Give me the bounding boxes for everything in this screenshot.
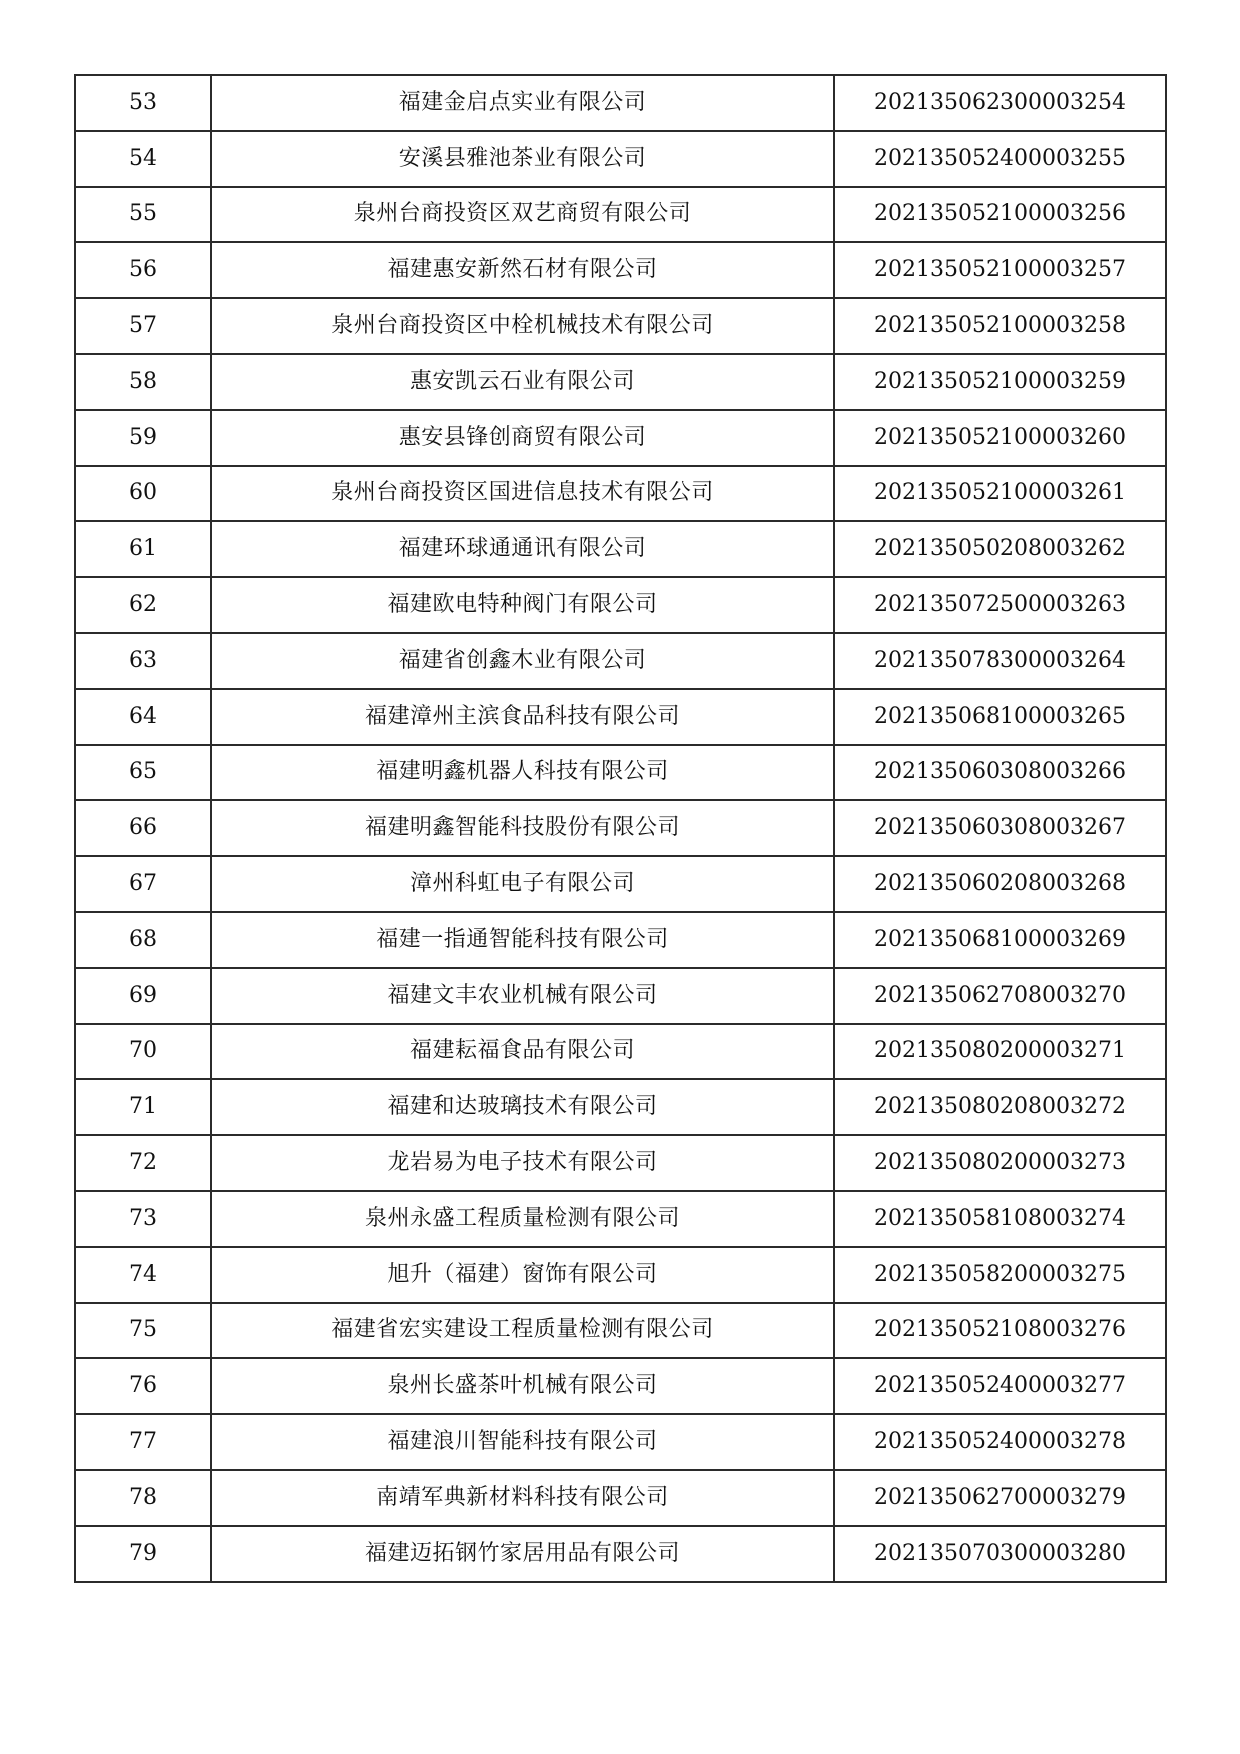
table-row bbox=[75, 633, 1166, 689]
table-row bbox=[75, 131, 1166, 187]
row-number-cell: 76 bbox=[75, 1358, 211, 1414]
table-row bbox=[75, 242, 1166, 298]
company-name-cell: 福建文丰农业机械有限公司 bbox=[211, 968, 834, 1024]
registration-code-cell: 202135072500003263 bbox=[834, 577, 1166, 633]
company-name-cell: 福建明鑫智能科技股份有限公司 bbox=[211, 800, 834, 856]
registration-code-cell: 202135052400003277 bbox=[834, 1358, 1166, 1414]
registration-code-cell: 202135062300003254 bbox=[834, 75, 1166, 131]
table-row bbox=[75, 912, 1166, 968]
company-name-cell: 漳州科虹电子有限公司 bbox=[211, 856, 834, 912]
table-row bbox=[75, 410, 1166, 466]
table-row bbox=[75, 1526, 1166, 1582]
registration-code-cell: 202135080208003272 bbox=[834, 1079, 1166, 1135]
company-name-cell: 福建环球通通讯有限公司 bbox=[211, 521, 834, 577]
registration-code-cell: 202135060208003268 bbox=[834, 856, 1166, 912]
registration-code-cell: 202135058108003274 bbox=[834, 1191, 1166, 1247]
table-row bbox=[75, 187, 1166, 243]
row-number-cell: 58 bbox=[75, 354, 211, 410]
registration-code-cell: 202135058200003275 bbox=[834, 1247, 1166, 1303]
registration-code-cell: 202135060308003266 bbox=[834, 745, 1166, 801]
row-number-cell: 66 bbox=[75, 800, 211, 856]
table-row bbox=[75, 856, 1166, 912]
table-row bbox=[75, 1247, 1166, 1303]
row-number-cell: 79 bbox=[75, 1526, 211, 1582]
row-number-cell: 75 bbox=[75, 1303, 211, 1359]
row-number-cell: 55 bbox=[75, 187, 211, 243]
company-name-cell: 福建省宏实建设工程质量检测有限公司 bbox=[211, 1303, 834, 1359]
company-name-cell: 福建欧电特种阀门有限公司 bbox=[211, 577, 834, 633]
company-name-cell: 惠安县锋创商贸有限公司 bbox=[211, 410, 834, 466]
registration-code-cell: 202135080200003271 bbox=[834, 1024, 1166, 1080]
company-name-cell: 福建迈拓钢竹家居用品有限公司 bbox=[211, 1526, 834, 1582]
row-number-cell: 74 bbox=[75, 1247, 211, 1303]
table-row bbox=[75, 466, 1166, 522]
row-number-cell: 53 bbox=[75, 75, 211, 131]
row-number-cell: 65 bbox=[75, 745, 211, 801]
row-number-cell: 59 bbox=[75, 410, 211, 466]
registration-code-cell: 202135052400003278 bbox=[834, 1414, 1166, 1470]
table-row bbox=[75, 1191, 1166, 1247]
registration-code-cell: 202135070300003280 bbox=[834, 1526, 1166, 1582]
registration-code-cell: 202135052100003259 bbox=[834, 354, 1166, 410]
table-row bbox=[75, 298, 1166, 354]
row-number-cell: 57 bbox=[75, 298, 211, 354]
table-row bbox=[75, 1358, 1166, 1414]
table-row bbox=[75, 1135, 1166, 1191]
table-row bbox=[75, 1303, 1166, 1359]
company-name-cell: 福建浪川智能科技有限公司 bbox=[211, 1414, 834, 1470]
table-row bbox=[75, 968, 1166, 1024]
company-name-cell: 泉州台商投资区中栓机械技术有限公司 bbox=[211, 298, 834, 354]
row-number-cell: 63 bbox=[75, 633, 211, 689]
registration-code-cell: 202135062700003279 bbox=[834, 1470, 1166, 1526]
company-name-cell: 福建明鑫机器人科技有限公司 bbox=[211, 745, 834, 801]
registration-code-cell: 202135052100003257 bbox=[834, 242, 1166, 298]
company-name-cell: 南靖军典新材料科技有限公司 bbox=[211, 1470, 834, 1526]
company-list-table bbox=[74, 74, 1167, 1583]
row-number-cell: 72 bbox=[75, 1135, 211, 1191]
registration-code-cell: 202135060308003267 bbox=[834, 800, 1166, 856]
table-row bbox=[75, 1414, 1166, 1470]
company-name-cell: 福建耘福食品有限公司 bbox=[211, 1024, 834, 1080]
registration-code-cell: 202135062708003270 bbox=[834, 968, 1166, 1024]
row-number-cell: 67 bbox=[75, 856, 211, 912]
company-name-cell: 福建省创鑫木业有限公司 bbox=[211, 633, 834, 689]
table-row bbox=[75, 354, 1166, 410]
company-name-cell: 福建和达玻璃技术有限公司 bbox=[211, 1079, 834, 1135]
company-name-cell: 福建金启点实业有限公司 bbox=[211, 75, 834, 131]
company-name-cell: 泉州永盛工程质量检测有限公司 bbox=[211, 1191, 834, 1247]
table-row bbox=[75, 800, 1166, 856]
registration-code-cell: 202135052400003255 bbox=[834, 131, 1166, 187]
table-row bbox=[75, 1024, 1166, 1080]
company-name-cell: 安溪县雅池茶业有限公司 bbox=[211, 131, 834, 187]
table-row bbox=[75, 1470, 1166, 1526]
company-name-cell: 龙岩易为电子技术有限公司 bbox=[211, 1135, 834, 1191]
table-row bbox=[75, 745, 1166, 801]
table-row bbox=[75, 75, 1166, 131]
company-name-cell: 福建惠安新然石材有限公司 bbox=[211, 242, 834, 298]
company-name-cell: 福建漳州主滨食品科技有限公司 bbox=[211, 689, 834, 745]
row-number-cell: 68 bbox=[75, 912, 211, 968]
table-row bbox=[75, 577, 1166, 633]
company-name-cell: 泉州长盛茶叶机械有限公司 bbox=[211, 1358, 834, 1414]
registration-code-cell: 202135068100003269 bbox=[834, 912, 1166, 968]
row-number-cell: 70 bbox=[75, 1024, 211, 1080]
row-number-cell: 60 bbox=[75, 466, 211, 522]
registration-code-cell: 202135052100003258 bbox=[834, 298, 1166, 354]
table-row bbox=[75, 689, 1166, 745]
row-number-cell: 73 bbox=[75, 1191, 211, 1247]
registration-code-cell: 202135052108003276 bbox=[834, 1303, 1166, 1359]
table-body bbox=[75, 75, 1166, 1582]
company-name-cell: 福建一指通智能科技有限公司 bbox=[211, 912, 834, 968]
company-name-cell: 泉州台商投资区国进信息技术有限公司 bbox=[211, 466, 834, 522]
registration-code-cell: 202135068100003265 bbox=[834, 689, 1166, 745]
company-name-cell: 泉州台商投资区双艺商贸有限公司 bbox=[211, 187, 834, 243]
row-number-cell: 69 bbox=[75, 968, 211, 1024]
row-number-cell: 64 bbox=[75, 689, 211, 745]
company-name-cell: 惠安凯云石业有限公司 bbox=[211, 354, 834, 410]
row-number-cell: 61 bbox=[75, 521, 211, 577]
table-row bbox=[75, 1079, 1166, 1135]
registration-code-cell: 202135052100003260 bbox=[834, 410, 1166, 466]
registration-code-cell: 202135052100003256 bbox=[834, 187, 1166, 243]
registration-code-cell: 202135078300003264 bbox=[834, 633, 1166, 689]
row-number-cell: 71 bbox=[75, 1079, 211, 1135]
table-row bbox=[75, 521, 1166, 577]
row-number-cell: 62 bbox=[75, 577, 211, 633]
registration-code-cell: 202135080200003273 bbox=[834, 1135, 1166, 1191]
company-name-cell: 旭升（福建）窗饰有限公司 bbox=[211, 1247, 834, 1303]
row-number-cell: 77 bbox=[75, 1414, 211, 1470]
row-number-cell: 56 bbox=[75, 242, 211, 298]
registration-code-cell: 202135052100003261 bbox=[834, 466, 1166, 522]
row-number-cell: 78 bbox=[75, 1470, 211, 1526]
row-number-cell: 54 bbox=[75, 131, 211, 187]
registration-code-cell: 202135050208003262 bbox=[834, 521, 1166, 577]
